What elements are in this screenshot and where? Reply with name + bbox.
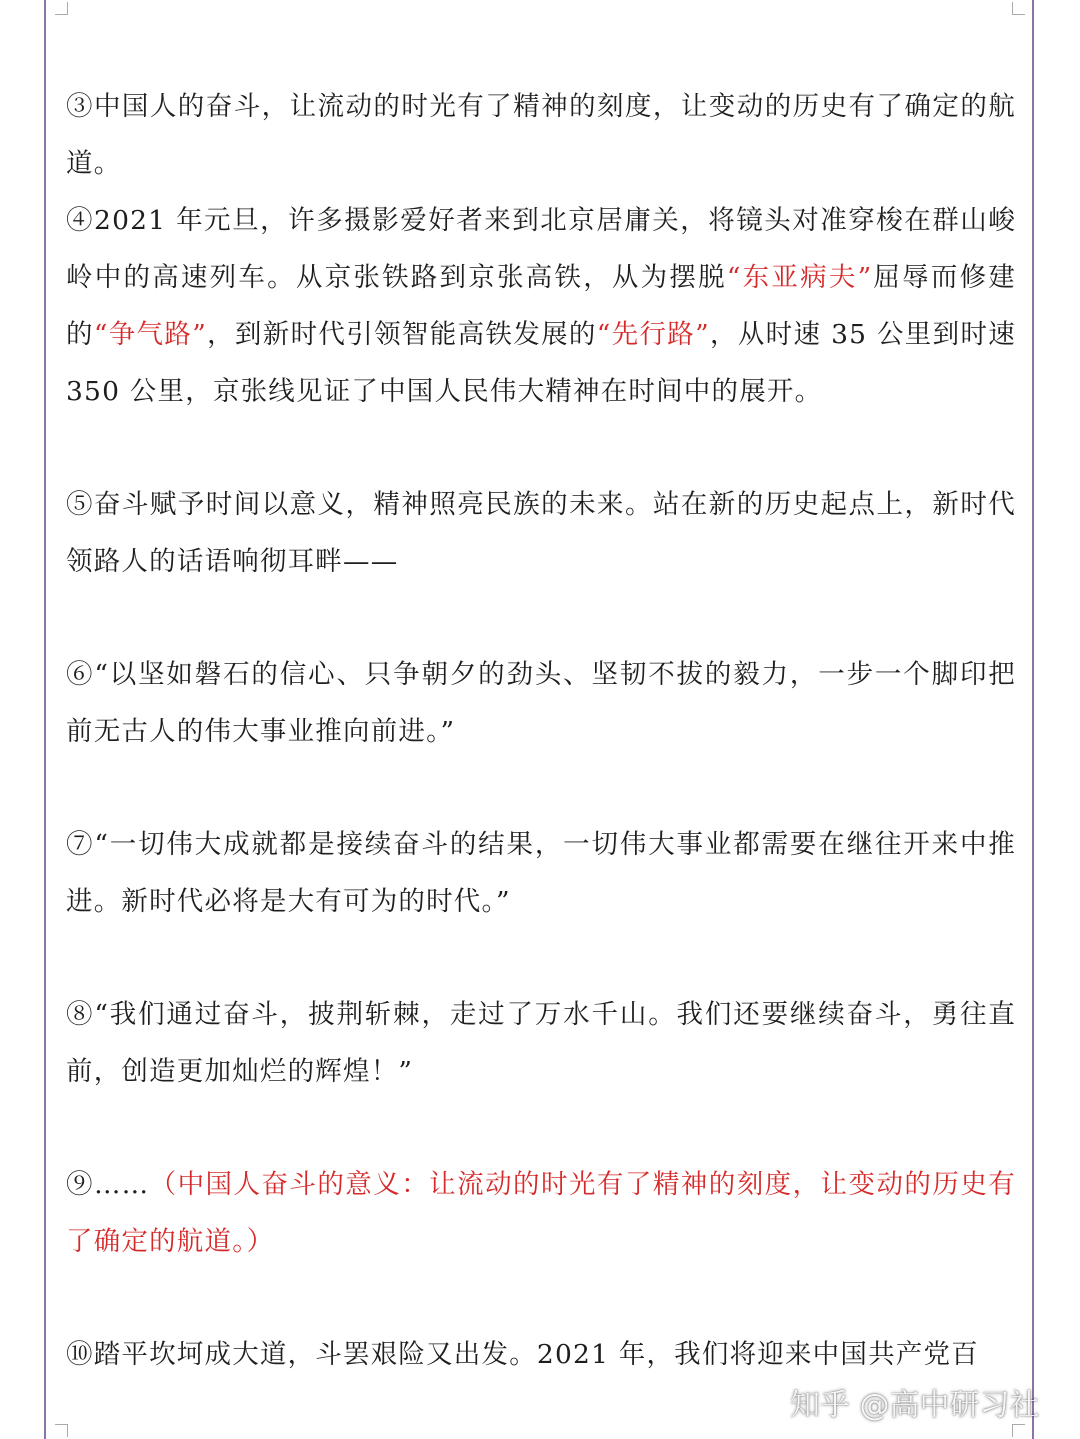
paragraph-4 xyxy=(66,192,1016,420)
paragraph-9-annotation: （中国人奋斗的意义：让流动的时光有了精神的刻度，让变动的历史有了确定的航道。） xyxy=(66,1169,1016,1257)
paragraph-4-text-d: ，从时速 35 公里到时速 350 公里，京张线见证了中国人民伟大精神在时间中的展开。 xyxy=(66,319,1016,407)
crop-mark-top-left xyxy=(55,2,68,15)
paragraph-9 xyxy=(66,1156,1016,1270)
highlight-dongya-bingfu: “东亚病夫” xyxy=(726,262,873,293)
paragraph-3: ③中国人的奋斗，让流动的时光有了精神的刻度，让变动的历史有了确定的航道。 xyxy=(66,91,1016,179)
paragraph-10: ⑩踏平坎坷成大道，斗罢艰险又出发。2021 年，我们将迎来中国共产党百 xyxy=(66,1339,979,1370)
paragraph-4-text-c: ，到新时代引领智能高铁发展的 xyxy=(206,319,597,350)
paragraph-7: ⑦“一切伟大成就都是接续奋斗的结果，一切伟大事业都需要在继往开来中推进。新时代必将是大有可为的时代。” xyxy=(66,829,1016,917)
paragraph-5: ⑤奋斗赋予时间以意义，精神照亮民族的未来。站在新的历史起点上，新时代领路人的话语响彻耳畔—— xyxy=(66,489,1016,577)
paragraph-8: ⑧“我们通过奋斗，披荆斩棘，走过了万水千山。我们还要继续奋斗，勇往直前，创造更加灿烂的辉煌！” xyxy=(66,999,1016,1087)
crop-mark-bottom-left xyxy=(55,1424,68,1437)
highlight-xianxing-lu: “先行路” xyxy=(596,319,710,350)
crop-mark-bottom-right xyxy=(1012,1424,1025,1437)
highlight-zhengqi-lu: “争气路” xyxy=(93,319,207,350)
paragraph-9-prefix: ⑨…… xyxy=(66,1169,150,1200)
paragraph-6: ⑥“以坚如磐石的信心、只争朝夕的劲头、坚韧不拔的毅力，一步一个脚印把前无古人的伟大事业推向前进。” xyxy=(66,659,1016,747)
paragraph-4-text-a: ④2021 年元旦，许多摄影爱好者来到北京居庸关，将镜头对准穿梭在群山峻岭中的高速列车。从京张铁路到京张高铁，从为摆脱 xyxy=(66,205,1016,293)
document-body xyxy=(66,78,1016,1383)
zhihu-watermark: 知乎 @高中研习社 xyxy=(790,1388,1040,1423)
paragraph-4-text-b: 屈辱而修建的 xyxy=(66,262,1017,350)
crop-mark-top-right xyxy=(1012,2,1025,15)
